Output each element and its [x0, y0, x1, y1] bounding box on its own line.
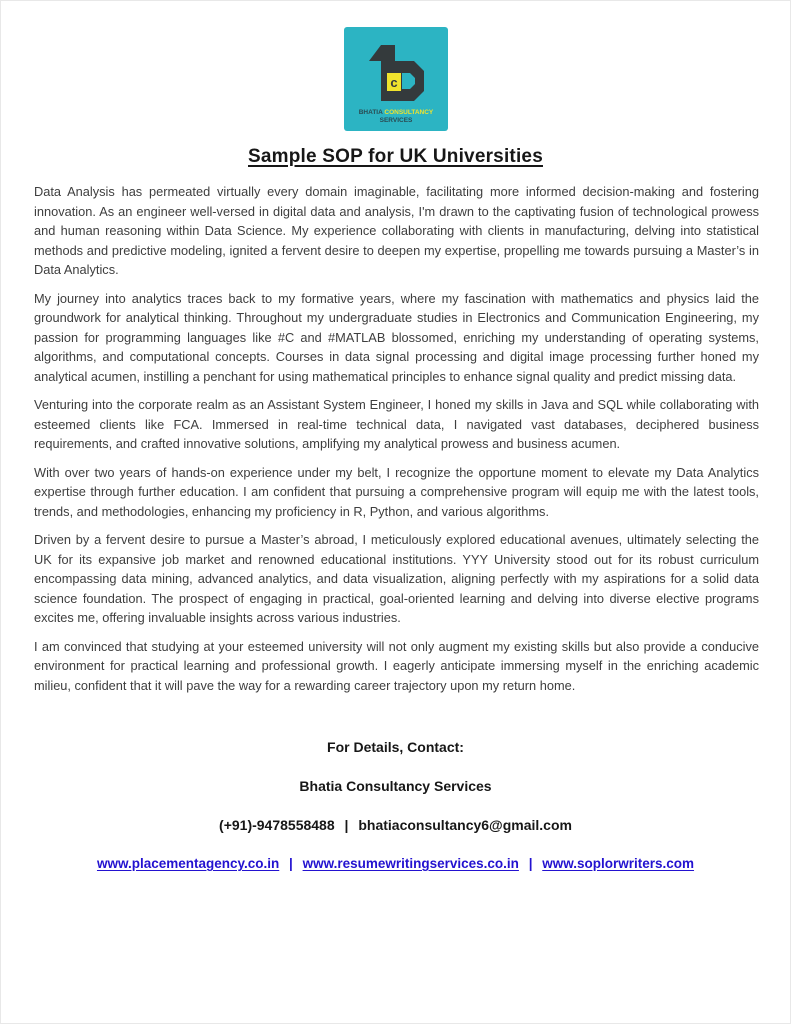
sop-paragraph-5: Driven by a fervent desire to pursue a Master’s abroad, I meticulously explored educational avenues, ultimately selecting the UK for its expansive job market and renowned educational institutions. YYY University stood out for its robust curriculum encompassing data mining, advanced analytics, and data visualization, aligning perfectly with my aspirations for a solid data science foundation. The prospect of engaging in practical, goal-oriented learning and delving into diverse elective programs excites me, offering invaluable insights across various industries.	[34, 532, 759, 625]
sop-paragraph-4: With over two years of hands-on experience under my belt, I recognize the opportune moment to elevate my Data Analytics expertise through further education. I am confident that pursuing a comprehensive program will equip me with the latest tools, trends, and methodologies, enhancing my proficiency in R, Python, and various algorithms.	[34, 464, 759, 519]
sop-body	[1, 182, 790, 695]
email-address: bhatiaconsultancy6@gmail.com	[358, 817, 572, 833]
pipe-separator: |	[289, 856, 293, 871]
bhatia-consultancy-logo-icon	[344, 27, 448, 131]
pipe-separator: |	[344, 817, 349, 833]
sop-paragraph-1: Data Analysis has permeated virtually every domain imaginable, facilitating more informed decision-making and fostering innovation. As an engineer well-versed in digital data and analysis, I'm drawn to the captivating fusion of technological prowess and human reasoning within Data Science. My experience collaborating with clients in manufacturing, delving into statistical methods and predictive modeling, ignited a fervent desire to deepen my expertise, propelling me towards pursuing a Master’s in Data Analytics.	[34, 184, 759, 277]
sop-paragraph-3: Venturing into the corporate realm as an Assistant System Engineer, I honed my skills in Java and SQL while collaborating with esteemed clients like FCA. Immersed in real-time technical data, I navigated vast databases, deciphered business requirements, and crafted innovative solutions, amplifying my analytical prowess and business acumen.	[34, 397, 759, 451]
logo-c-glyph: c	[389, 75, 398, 90]
logo-brand-line1: BHATIA CONSULTANCY	[358, 109, 433, 116]
phone-email-line	[1, 817, 790, 833]
link-placementagency[interactable]: www.placementagency.co.in	[96, 856, 280, 871]
sop-paragraph-2: My journey into analytics traces back to my formative years, where my fascination with mathematics and physics laid the groundwork for analytical thinking. Throughout my undergraduate studies in Electronics and Communication Engineering, my passion for programming languages like #C and #MATLAB blossomed, enriching my understanding of operating systems, algorithms, and computational concepts. Courses in data signal processing and digital image processing further honed my analytical acumen, instilling a penchant for using mathematical principles to enhance signal quality and predict missing data.	[34, 290, 759, 384]
link-resumewritingservices[interactable]: www.resumewritingservices.co.in	[302, 856, 519, 871]
link-soplorwriters[interactable]: www.soplorwriters.com	[542, 856, 695, 871]
logo-container	[1, 1, 790, 131]
website-links	[1, 856, 790, 871]
phone-number: (+91)-9478558488	[219, 817, 335, 833]
contact-footer	[1, 739, 790, 871]
logo-brand-line2: SERVICES	[379, 117, 412, 124]
pipe-separator: |	[528, 856, 533, 871]
page-title: Sample SOP for UK Universities	[248, 146, 543, 167]
contact-heading: For Details, Contact:	[327, 739, 464, 755]
sop-paragraph-6: I am convinced that studying at your esteemed university will not only augment my existing skills but also provide a conducive environment for practical learning and professional growth. I eagerly anticipate immersing myself in the enriching academic milieu, confident that it will pave the way for a rewarding career trajectory upon my return home.	[34, 638, 759, 693]
company-name: Bhatia Consultancy Services	[299, 778, 492, 794]
